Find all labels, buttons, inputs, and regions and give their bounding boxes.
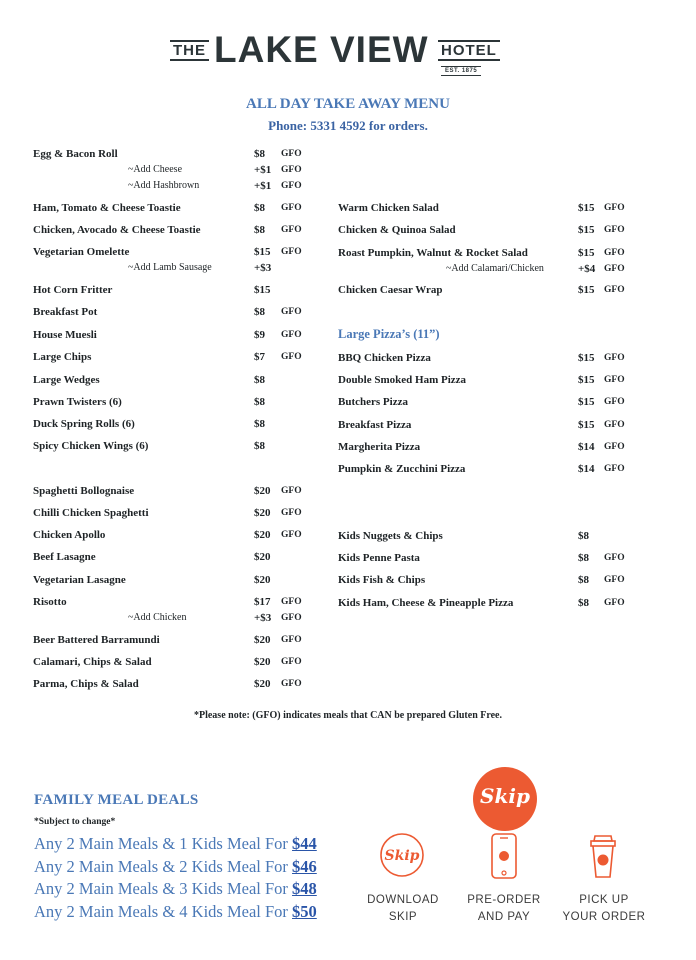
- pre-order-line1: PRE-ORDER: [467, 894, 541, 906]
- gfo-label: GFO: [604, 375, 625, 385]
- menu-item-name: BBQ Chicken Pizza: [338, 352, 431, 364]
- gfo-label: GFO: [281, 597, 302, 607]
- menu-item-name: Breakfast Pot: [33, 306, 98, 318]
- menu-item-name: Chicken Caesar Wrap: [338, 284, 443, 296]
- menu-item-price: $15: [578, 396, 595, 408]
- menu-item-price: $15: [578, 247, 595, 259]
- family-deal: [34, 857, 317, 877]
- pick-up-caption: [556, 892, 652, 926]
- subject-to-change: *Subject to change*: [34, 817, 116, 827]
- pre-order-caption: [458, 892, 550, 926]
- menu-item-price: $8: [578, 552, 589, 564]
- menu-item-name: Risotto: [33, 596, 67, 608]
- pre-order-line2: AND PAY: [477, 911, 531, 923]
- menu-item-price: +$3: [254, 612, 272, 624]
- menu-item-price: $20: [254, 656, 271, 668]
- menu-item-price: $15: [578, 224, 595, 236]
- skip-logo-text: Skip: [480, 784, 530, 808]
- menu-item-price: $20: [254, 678, 271, 690]
- menu-item-price: $14: [578, 441, 595, 453]
- menu-item-price: +$3: [254, 262, 272, 274]
- menu-addon-row: [33, 177, 333, 195]
- menu-item-price: $8: [254, 418, 265, 430]
- phone-icon: [490, 832, 518, 880]
- menu-item-price: $8: [254, 396, 265, 408]
- menu-item-name: Beef Lasagne: [33, 551, 96, 563]
- menu-item-row: [33, 631, 333, 649]
- menu-item-name: Margherita Pizza: [338, 441, 421, 453]
- menu-item-name: Pumpkin & Zucchini Pizza: [338, 463, 466, 475]
- gfo-label: GFO: [281, 635, 302, 645]
- gfo-label: GFO: [281, 679, 302, 689]
- menu-item-price: $20: [254, 485, 271, 497]
- logo-the: THE: [170, 40, 209, 61]
- gfo-label: GFO: [604, 353, 625, 363]
- menu-item-row: [338, 527, 668, 545]
- menu-item-name: ~Add Chicken: [128, 612, 187, 623]
- skip-logo: [473, 767, 537, 831]
- menu-title: ALL DAY TAKE AWAY MENU: [246, 96, 450, 112]
- menu-item-name: House Muesli: [33, 329, 97, 341]
- menu-item-name: Spicy Chicken Wings (6): [33, 440, 149, 452]
- menu-item-price: $8: [578, 574, 589, 586]
- menu-item-price: $15: [578, 419, 595, 431]
- menu-item-name: Kids Nuggets & Chips: [338, 530, 443, 542]
- pizza-heading: Large Pizza’s (11”): [338, 327, 440, 341]
- menu-item-row: [338, 281, 668, 299]
- menu-item-name: Roast Pumpkin, Walnut & Rocket Salad: [338, 247, 528, 259]
- family-deal-price: $46: [292, 857, 317, 876]
- menu-item-name: ~Add Lamb Sausage: [128, 262, 212, 273]
- gfo-label: GFO: [604, 553, 625, 563]
- menu-item-row: [338, 594, 668, 612]
- family-deal-text: Any 2 Main Meals & 1 Kids Meal For: [34, 834, 293, 853]
- menu-addon-row: [338, 260, 668, 278]
- pick-up-line1: PICK UP: [579, 894, 629, 906]
- menu-item-price: $20: [254, 507, 271, 519]
- phone-line: Phone: 5331 4592 for orders.: [268, 118, 428, 133]
- menu-item-row: [338, 549, 668, 567]
- menu-item-row: [338, 460, 668, 478]
- menu-item-price: $8: [254, 224, 265, 236]
- menu-item-name: Spaghetti Bollognaise: [33, 485, 135, 497]
- menu-item-row: [33, 675, 333, 693]
- menu-item-name: Chicken, Avocado & Cheese Toastie: [33, 224, 201, 236]
- menu-item-row: [33, 371, 333, 389]
- menu-item-price: $15: [254, 246, 271, 258]
- pick-up-line2: YOUR ORDER: [562, 911, 646, 923]
- menu-item-price: $15: [578, 202, 595, 214]
- coffee-cup-icon: [586, 833, 620, 879]
- download-skip-line1: DOWNLOAD: [367, 894, 439, 906]
- menu-item-price: $8: [254, 306, 265, 318]
- gfo-label: GFO: [604, 203, 625, 213]
- menu-item-price: $14: [578, 463, 595, 475]
- menu-item-name: Hot Corn Fritter: [33, 284, 113, 296]
- family-deals-title: FAMILY MEAL DEALS: [34, 792, 199, 808]
- gfo-label: GFO: [281, 613, 302, 623]
- gfo-label: GFO: [281, 352, 302, 362]
- menu-item-row: [338, 438, 668, 456]
- menu-item-price: $8: [578, 530, 589, 542]
- menu-item-name: Parma, Chips & Salad: [33, 678, 139, 690]
- menu-item-price: $8: [254, 202, 265, 214]
- menu-item-name: Chilli Chicken Spaghetti: [33, 507, 149, 519]
- menu-addon-row: [33, 609, 333, 627]
- menu-item-name: Large Wedges: [33, 374, 100, 386]
- family-deal: [34, 834, 317, 854]
- family-deal: [34, 902, 317, 922]
- gfo-label: GFO: [604, 248, 625, 258]
- menu-item-name: Vegetarian Omelette: [33, 246, 130, 258]
- gfo-label: GFO: [281, 657, 302, 667]
- menu-item-name: Beer Battered Barramundi: [33, 634, 160, 646]
- gfo-label: GFO: [281, 486, 302, 496]
- gfo-label: GFO: [281, 181, 302, 191]
- menu-item-price: $8: [578, 597, 589, 609]
- menu-item-name: Double Smoked Ham Pizza: [338, 374, 467, 386]
- menu-item-row: [33, 393, 333, 411]
- gfo-label: GFO: [281, 165, 302, 175]
- menu-item-name: Kids Ham, Cheese & Pineapple Pizza: [338, 597, 514, 609]
- gfo-label: GFO: [604, 264, 625, 274]
- menu-item-row: [338, 221, 668, 239]
- menu-item-price: $8: [254, 440, 265, 452]
- menu-item-name: Kids Penne Pasta: [338, 552, 420, 564]
- gfo-label: GFO: [281, 225, 302, 235]
- menu-item-row: [33, 548, 333, 566]
- family-deal-price: $50: [292, 902, 317, 921]
- download-skip-line2: SKIP: [388, 911, 418, 923]
- family-deal-text: Any 2 Main Meals & 2 Kids Meal For: [34, 857, 293, 876]
- menu-item-price: $20: [254, 634, 271, 646]
- skip-circle-icon: [379, 832, 425, 878]
- gfo-label: GFO: [281, 530, 302, 540]
- skip-small-text: Skip: [384, 848, 420, 864]
- gfo-label: GFO: [604, 442, 625, 452]
- menu-item-price: $9: [254, 329, 265, 341]
- menu-item-price: $8: [254, 148, 265, 160]
- menu-item-row: [33, 504, 333, 522]
- download-skip-caption: [358, 892, 448, 926]
- logo-hotel: HOTEL: [438, 40, 500, 61]
- menu-item-name: Vegetarian Lasagne: [33, 574, 126, 586]
- menu-item-price: +$1: [254, 164, 272, 176]
- menu-item-price: $15: [578, 352, 595, 364]
- gfo-label: GFO: [281, 307, 302, 317]
- menu-item-row: [33, 482, 333, 500]
- menu-item-row: [33, 326, 333, 344]
- gfo-label: GFO: [604, 397, 625, 407]
- menu-item-name: Calamari, Chips & Salad: [33, 656, 152, 668]
- gfo-label: GFO: [604, 420, 625, 430]
- menu-item-name: Large Chips: [33, 351, 92, 363]
- gfo-label: GFO: [281, 508, 302, 518]
- family-deal-text: Any 2 Main Meals & 3 Kids Meal For: [34, 879, 293, 898]
- menu-item-row: [33, 303, 333, 321]
- menu-item-price: $7: [254, 351, 265, 363]
- menu-item-price: $15: [254, 284, 271, 296]
- menu-item-name: Butchers Pizza: [338, 396, 408, 408]
- gfo-label: GFO: [281, 203, 302, 213]
- menu-item-row: [33, 221, 333, 239]
- family-deal-text: Any 2 Main Meals & 4 Kids Meal For: [34, 902, 293, 921]
- menu-item-name: Kids Fish & Chips: [338, 574, 426, 586]
- menu-item-price: $20: [254, 529, 271, 541]
- menu-item-name: ~Add Cheese: [128, 164, 183, 175]
- logo-established: EST. 1875: [441, 66, 481, 76]
- gfo-label: GFO: [604, 285, 625, 295]
- menu-item-row: [338, 199, 668, 217]
- menu-item-price: $8: [254, 374, 265, 386]
- menu-item-row: [33, 526, 333, 544]
- menu-item-name: Duck Spring Rolls (6): [33, 418, 135, 430]
- menu-item-name: Warm Chicken Salad: [338, 202, 439, 214]
- gfo-label: GFO: [281, 330, 302, 340]
- menu-item-price: +$1: [254, 180, 272, 192]
- family-deal-price: $48: [292, 879, 317, 898]
- menu-item-price: $15: [578, 374, 595, 386]
- menu-item-price: +$4: [578, 263, 596, 275]
- menu-item-price: $17: [254, 596, 271, 608]
- menu-item-name: ~Add Calamari/Chicken: [446, 263, 544, 274]
- menu-item-row: [33, 281, 333, 299]
- gfo-label: GFO: [604, 225, 625, 235]
- menu-item-row: [33, 571, 333, 589]
- menu-item-name: Chicken Apollo: [33, 529, 106, 541]
- gfo-label: GFO: [281, 149, 302, 159]
- menu-item-row: [338, 371, 668, 389]
- menu-item-name: Breakfast Pizza: [338, 419, 412, 431]
- menu-right-column: [338, 0, 668, 700]
- menu-item-name: Egg & Bacon Roll: [33, 148, 118, 160]
- logo-title: LAKE VIEW: [214, 29, 429, 70]
- menu-item-name: Ham, Tomato & Cheese Toastie: [33, 202, 181, 214]
- gluten-free-note: *Please note: (GFO) indicates meals that CAN be prepared Gluten Free.: [193, 710, 502, 721]
- menu-item-name: Prawn Twisters (6): [33, 396, 122, 408]
- menu-item-price: $15: [578, 284, 595, 296]
- gfo-label: GFO: [281, 247, 302, 257]
- menu-item-row: [33, 348, 333, 366]
- menu-item-row: [338, 416, 668, 434]
- menu-item-price: $20: [254, 574, 271, 586]
- menu-item-row: [338, 393, 668, 411]
- gfo-label: GFO: [604, 575, 625, 585]
- gfo-label: GFO: [604, 464, 625, 474]
- menu-item-row: [33, 415, 333, 433]
- gfo-label: GFO: [604, 598, 625, 608]
- menu-left-column: [33, 0, 333, 700]
- menu-item-row: [33, 653, 333, 671]
- menu-item-name: Chicken & Quinoa Salad: [338, 224, 456, 236]
- menu-item-row: [33, 437, 333, 455]
- menu-item-row: [338, 349, 668, 367]
- menu-item-price: $20: [254, 551, 271, 563]
- family-deal-price: $44: [292, 834, 317, 853]
- menu-addon-row: [33, 259, 333, 277]
- menu-item-row: [338, 571, 668, 589]
- menu-item-row: [33, 199, 333, 217]
- menu-item-name: ~Add Hashbrown: [128, 180, 200, 191]
- family-deal: [34, 879, 317, 899]
